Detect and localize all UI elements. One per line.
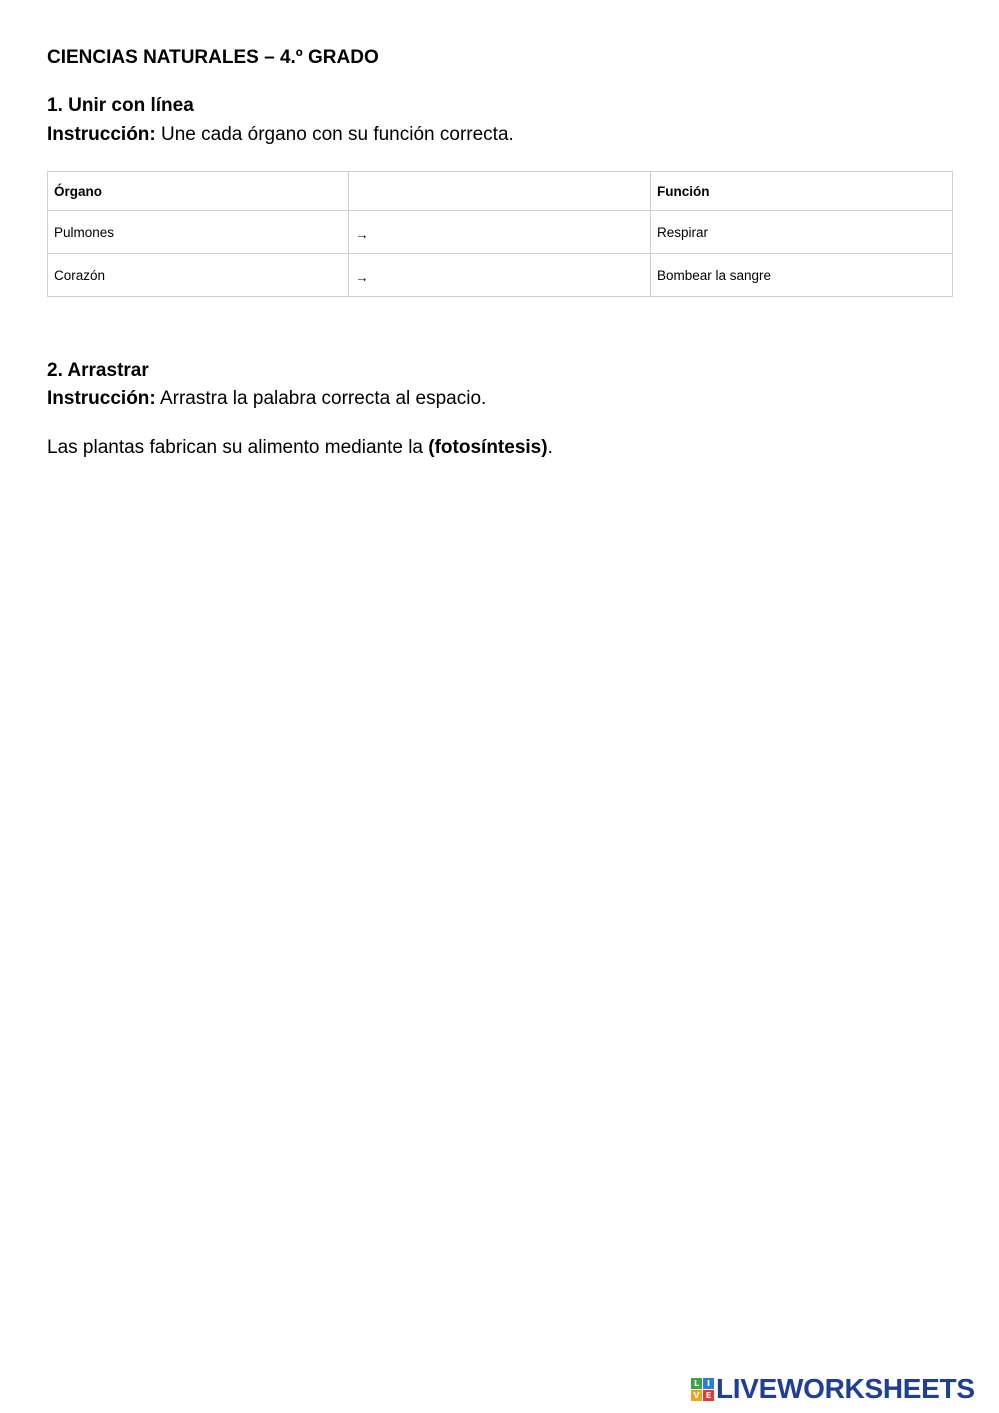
arrow-icon: → — [349, 211, 651, 254]
instruction-label: Instrucción: — [47, 388, 156, 409]
logo-square: E — [703, 1390, 714, 1401]
sentence-end: . — [547, 437, 553, 458]
logo-square: V — [691, 1390, 702, 1401]
instruction-text: Arrastra la palabra correcta al espacio. — [155, 388, 487, 409]
logo-wordmark: LIVEWORKSHEETS — [716, 1373, 975, 1404]
table-row — [48, 211, 953, 254]
logo-square: I — [703, 1378, 714, 1389]
page-title: CIENCIAS NATURALES – 4.º GRADO — [47, 47, 379, 68]
instruction-text: Une cada órgano con su función correcta. — [155, 124, 514, 145]
function-cell[interactable]: Respirar — [651, 211, 953, 254]
fill-in-sentence — [47, 437, 553, 459]
section-2-heading: 2. Arrastrar — [47, 360, 149, 381]
table-header-row — [48, 172, 953, 211]
arrow-icon: → — [349, 254, 651, 297]
liveworksheets-logo — [691, 1374, 975, 1404]
column-header-function: Función — [651, 172, 953, 211]
table-row — [48, 254, 953, 297]
sentence-text: Las plantas fabrican su alimento mediante la — [47, 437, 429, 458]
drop-target-answer[interactable]: (fotosíntesis) — [428, 437, 548, 458]
function-cell[interactable]: Bombear la sangre — [651, 254, 953, 297]
matching-table — [47, 171, 953, 297]
organ-cell[interactable]: Pulmones — [48, 211, 349, 254]
column-header-connector — [349, 172, 651, 211]
organ-cell[interactable]: Corazón — [48, 254, 349, 297]
section-1-instruction — [47, 124, 514, 146]
logo-square: L — [691, 1378, 702, 1389]
column-header-organ: Órgano — [48, 172, 349, 211]
section-1-heading: 1. Unir con línea — [47, 95, 194, 116]
instruction-label: Instrucción: — [47, 124, 156, 145]
section-2-instruction — [47, 388, 486, 410]
logo-mark-icon — [691, 1378, 714, 1401]
